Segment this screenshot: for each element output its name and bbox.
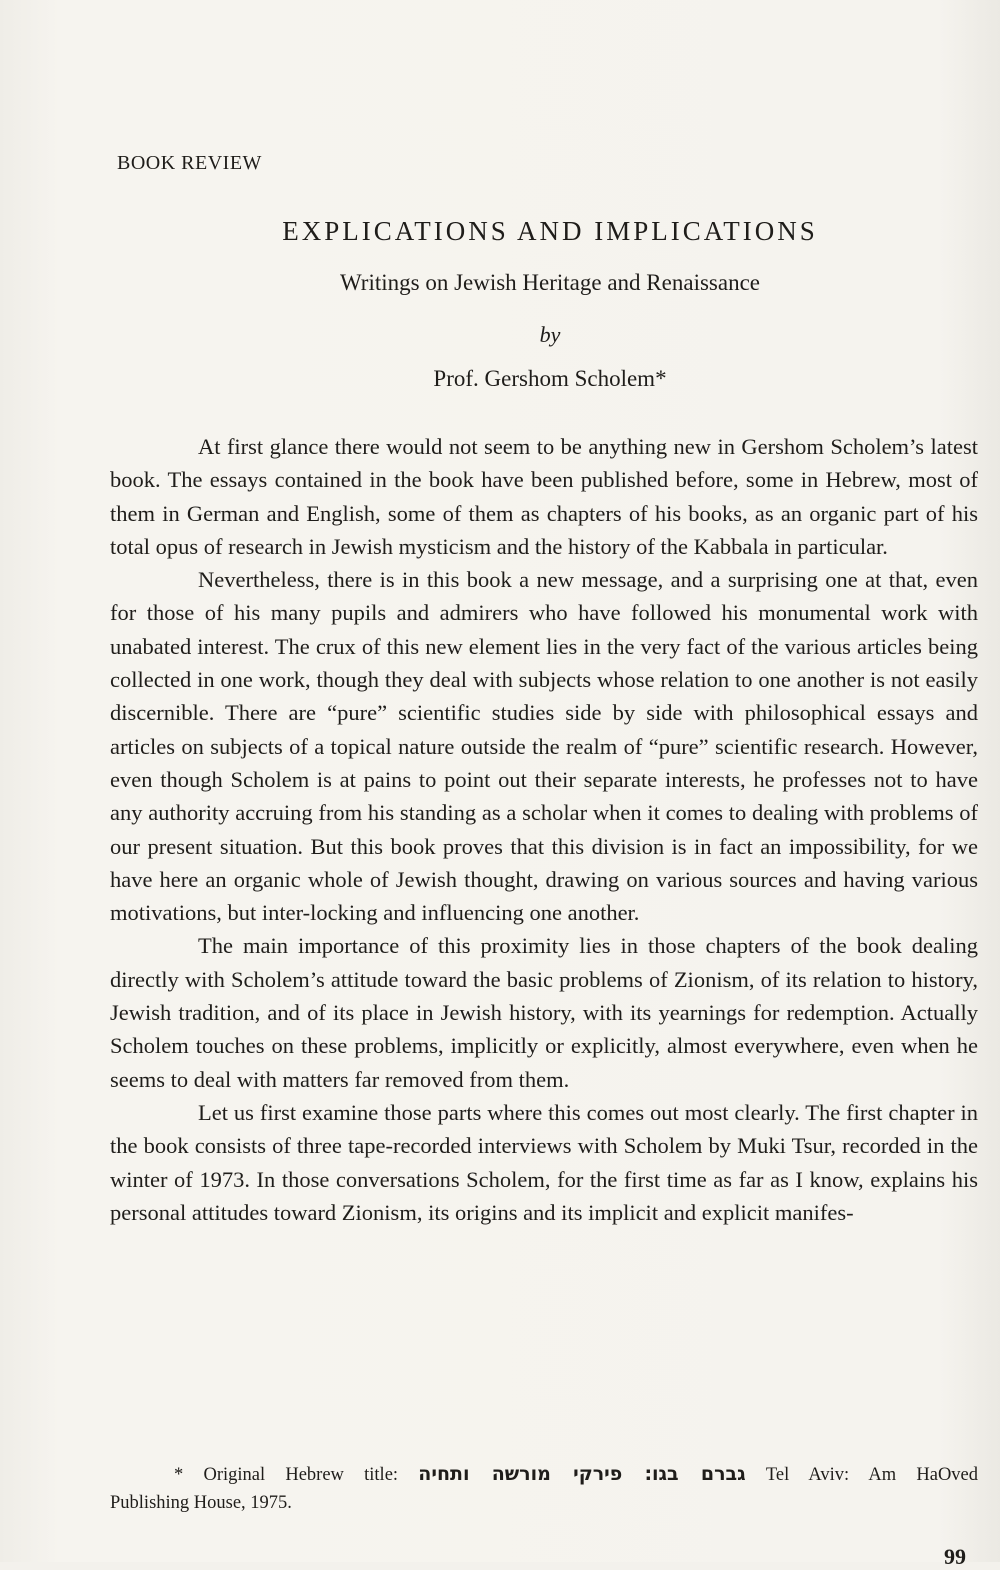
- paragraph: Let us first examine those parts where this comes out most clearly. The first chapter in the book consists of three tape-recorded interviews with Scholem by Muki Tsur, recorded in the winter of 1973. In those conversations Scholem, for the first time as far as I know, explains his personal attitudes toward Zionism, its origins and its implicit and explicit manifes-: [110, 1099, 978, 1225]
- paragraph: Nevertheless, there is in this book a new message, and a surprising one at that, even for those of his many pupils and admirers who have followed his monumental work with unabated interest. The crux of this new element lies in the very fact of the various articles being collected in one work, though they deal with subjects whose relation to one another is not easily discernible. There are “pure” scientific studies side by side with philosophical essays and articles on subjects of a topical nature outside the realm of “pure” scientific research. However, even though Scholem is at pains to point out their separate interests, he professes not to have any authority accruing from his standing as a scholar when it comes to dealing with problems of our present situation. But this book proves that this division is in fact an impossibility, for we have here an organic whole of Jewish thought, drawing on various sources and having various motivations, but inter-locking and influencing one another.: [110, 567, 978, 926]
- article-title: EXPLICATIONS AND IMPLICATIONS: [282, 216, 818, 246]
- footnote: [110, 1460, 978, 1517]
- byline-by: by: [539, 322, 561, 347]
- footnote-publisher-end: Publishing House, 1975.: [110, 1493, 292, 1513]
- author-name: Prof. Gershom Scholem*: [433, 366, 667, 391]
- footnote-first-line: [110, 1460, 978, 1489]
- article-body: [110, 430, 978, 1229]
- paragraph: At first glance there would not seem to be anything new in Gershom Scholem’s latest book. The essays contained in the book have been published before, some in Hebrew, most of them in German and English, some of them as chapters of his books, as an organic part of his total opus of research in Jewish mysticism and the history of the Kabbala in particular.: [110, 434, 978, 559]
- section-label: BOOK REVIEW: [117, 152, 262, 174]
- article-subtitle: Writings on Jewish Heritage and Renaissance: [340, 270, 760, 295]
- page-number: 99: [944, 1544, 966, 1569]
- paragraph: The main importance of this proximity lies in those chapters of the book dealing directly with Scholem’s attitude toward the basic problems of Zionism, of its relation to history, Jewish tradition, and of its place in Jewish history, with its yearnings for redemption. Actually Scholem touches on these problems, implicitly or explicitly, almost everywhere, even when he seems to deal with matters far removed from them.: [110, 933, 978, 1092]
- footnote-publisher-start: Tel Aviv: Am HaOved: [765, 1465, 979, 1485]
- footnote-hebrew-title: גברם בגו: פירקי מורשה ותחיה: [418, 1463, 746, 1485]
- footnote-prefix: * Original Hebrew title:: [174, 1465, 399, 1485]
